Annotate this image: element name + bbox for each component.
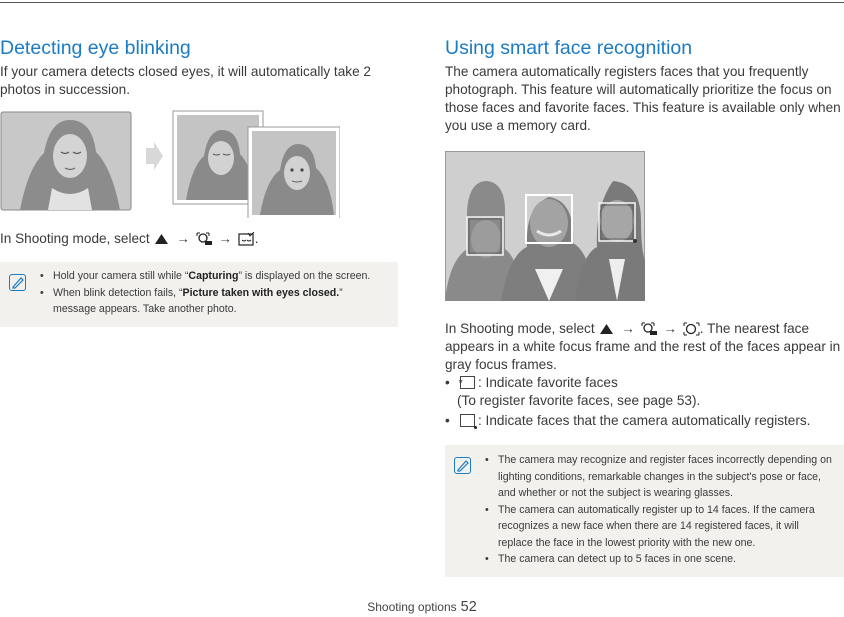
left-column bbox=[0, 36, 398, 327]
right-column bbox=[445, 36, 844, 577]
registered-face-bullet: • : Indicate faces that the camera automatically registers. bbox=[445, 412, 844, 430]
favorite-face-frame-icon: • ★ bbox=[460, 376, 475, 389]
smart-face-icon bbox=[683, 322, 700, 336]
smart-face-note-list bbox=[485, 452, 834, 568]
arrow-symbol: → bbox=[621, 321, 635, 336]
blink-note-box bbox=[0, 262, 398, 327]
face-detect-off-icon bbox=[196, 232, 213, 246]
section-title-smart-face: Using smart face recognition bbox=[445, 37, 693, 59]
blink-photos-image bbox=[0, 108, 340, 218]
camera-mode-icon bbox=[598, 322, 615, 336]
group-photo-image bbox=[445, 151, 645, 301]
favorite-face-sub: (To register favorite faces, see page 53). bbox=[457, 393, 701, 408]
list-item: • The camera may recognize and register faces incorrectly depending on lighting conditions, remarkable changes in the subject's pose or face, and whether or not the subject is wearing glasses. bbox=[485, 452, 834, 502]
arrow-symbol: → bbox=[176, 231, 190, 246]
blink-illustration bbox=[0, 108, 398, 222]
list-item: • The camera can detect up to 5 faces in one scene. bbox=[485, 551, 834, 568]
favorite-face-bullet: • ★ : Indicate favorite faces (To register favorite faces, see page 53). bbox=[445, 374, 844, 410]
note-icon bbox=[454, 457, 471, 474]
smart-face-note-box bbox=[445, 445, 844, 577]
note-icon bbox=[9, 274, 26, 291]
blink-note-list bbox=[40, 268, 388, 318]
camera-mode-icon bbox=[153, 232, 170, 246]
arrow-symbol: → bbox=[218, 231, 232, 246]
blink-instruction: In Shooting mode, select → → . bbox=[0, 231, 259, 246]
smart-face-illustration bbox=[445, 151, 844, 301]
section-title-blink: Detecting eye blinking bbox=[0, 37, 191, 59]
smart-face-intro: The camera automatically registers faces that you frequently photograph. This feature will automatically prioritize the focus on those faces and favorite faces. This feature is available only when you use a memory card. bbox=[445, 64, 841, 133]
page-footer bbox=[0, 599, 844, 615]
blink-intro: If your camera detects closed eyes, it will automatically take 2 photos in succession. bbox=[0, 64, 371, 97]
arrow-symbol: → bbox=[663, 321, 677, 336]
blink-detect-icon bbox=[238, 232, 255, 246]
face-detect-off-icon bbox=[641, 322, 658, 336]
list-item: • The camera can automatically register up to 14 faces. If the camera recognizes a new face when there are 14 registered faces, it will replace the face in the lowest priority with the new one. bbox=[485, 502, 834, 552]
top-rule bbox=[0, 2, 844, 3]
smart-face-instruction: In Shooting mode, select → → . The nearest face appears in a white focus frame and the rest of the faces appear in gray focus frames. bbox=[445, 321, 841, 372]
page-number: 52 bbox=[460, 599, 477, 615]
list-item: • Hold your camera still while “Capturing” is displayed on the screen. bbox=[40, 268, 388, 285]
registered-face-frame-icon bbox=[460, 414, 475, 427]
list-item: • When blink detection fails, “Picture taken with eyes closed.” message appears. Take another photo. bbox=[40, 285, 388, 318]
footer-section: Shooting options bbox=[367, 600, 457, 614]
